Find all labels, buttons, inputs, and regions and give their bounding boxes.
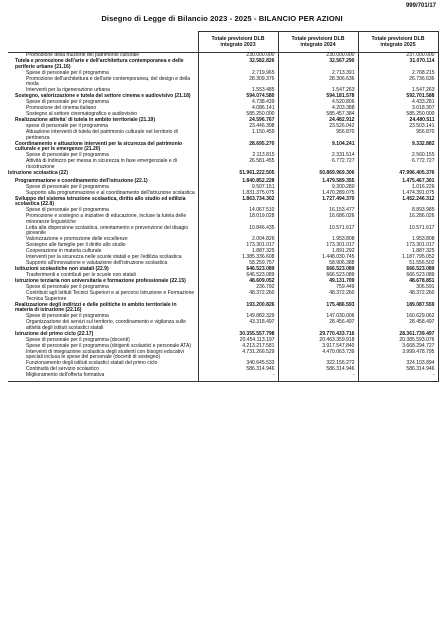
value-2023: 646.523.089	[198, 267, 278, 273]
value-2025: 173.301.017	[358, 243, 438, 249]
value-2025: 586.314.946	[358, 367, 438, 373]
value-2025: 237.000.000	[358, 53, 438, 59]
value-2024: 4.470.063.739	[278, 349, 358, 361]
row-label: Attività di indirizzo per messa in sicurezza in fase emergenziale e di ricostruzione	[8, 159, 198, 171]
value-2023: 1.840.852.228	[198, 178, 278, 184]
action-row	[8, 159, 438, 171]
value-2024: 322.156.272	[278, 361, 358, 367]
row-label: Istituzioni scolastiche non statali (22.9)	[8, 267, 198, 273]
row-label: Promozione dell'architettura e dell'arte contemporanea, del design e della moda	[8, 77, 198, 89]
value-2023: 32.582.826	[198, 59, 278, 71]
value-2023: 1.887.325	[198, 249, 278, 255]
value-2025: 4.433.281	[358, 100, 438, 106]
program-row	[8, 59, 438, 71]
value-2023: 48.609.052	[198, 279, 278, 285]
row-label: Interventi di integrazione scolastica degli studenti con bisogni educativi speciali inclusa le spese del personale (docenti di sostegno)	[8, 349, 198, 361]
value-2023: 2.004.826	[198, 237, 278, 243]
page-title: Disegno di Legge di Bilancio 2023 - 2025 - BILANCIO PER AZIONI	[101, 14, 343, 23]
value-2024: 1.448.030.745	[278, 255, 358, 261]
row-label: Spese di personale per il programma	[8, 314, 198, 320]
value-2025: 1.953.808	[358, 237, 438, 243]
value-2023: 14.067.510	[198, 208, 278, 214]
value-2025: 10.571.617	[358, 225, 438, 237]
value-2024: 10.571.617	[278, 225, 358, 237]
value-2023: 230.000.000	[198, 53, 278, 59]
value-2023: 149.882.329	[198, 314, 278, 320]
row-label: Supporto all'innovazione e valutazione dell'istruzione scolastica	[8, 261, 198, 267]
value-2023: 26.581.455	[198, 159, 278, 171]
value-2024: 58.906.388	[278, 261, 358, 267]
value-2023: 1.831.375.075	[198, 190, 278, 196]
value-2025: 20.385.593.076	[358, 337, 438, 343]
value-2025: 28.361.739.497	[358, 331, 438, 337]
row-label: Promozione e sostegno a iniziative di educazione, incluse la tutela delle minoranze linguistiche	[8, 214, 198, 226]
row-label: Realizzazione attivita' di tutela in ambito territoriale (21.19)	[8, 118, 198, 124]
value-2024: 2.331.514	[278, 153, 358, 159]
row-label: Supporto alla programmazione e al coordinamento dell'istruzione scolastica	[8, 190, 198, 196]
value-2023: 594.074.580	[198, 94, 278, 100]
row-label: Istruzione del primo ciclo (22.17)	[8, 331, 198, 337]
value-2023: 1.863.734.302	[198, 196, 278, 208]
value-2024: 28.306.636	[278, 77, 358, 89]
value-2025: 3.018.307	[358, 106, 438, 112]
value-2024: 1.727.494.370	[278, 196, 358, 208]
value-2025: 23.503.141	[358, 124, 438, 130]
row-label: Attuazione interventi di tutela del patrimonio culturale nel territorio di pertinenza	[8, 130, 198, 142]
value-2024: 585.457.384	[278, 112, 358, 118]
action-row	[8, 291, 438, 303]
value-2023: 1.150.459	[198, 130, 278, 142]
value-2025: 6.772.727	[358, 159, 438, 171]
value-2024: 6.772.727	[278, 159, 358, 171]
value-2025: 1.475.467.301	[358, 178, 438, 184]
value-2024: -	[278, 373, 358, 379]
action-row	[8, 320, 438, 332]
value-2024: 49.131.709	[278, 279, 358, 285]
value-2025: 3.668.294.727	[358, 343, 438, 349]
value-2023: 340.645.533	[198, 361, 278, 367]
end-cell	[198, 379, 278, 382]
value-2025: 24.480.511	[358, 118, 438, 124]
value-2024: 2.713.391	[278, 71, 358, 77]
action-row	[8, 214, 438, 226]
row-label: Promozione del cinema italiano	[8, 106, 198, 112]
value-2024: 16.153.477	[278, 208, 358, 214]
value-2023: 10.846.435	[198, 225, 278, 237]
header-label-column	[8, 32, 198, 53]
row-label: Trasferimenti e contributi per le scuole non statali	[8, 273, 198, 279]
value-2024: 1.470.289.075	[278, 190, 358, 196]
value-2024: 16.686.026	[278, 214, 358, 226]
value-2023: 9.507.151	[198, 184, 278, 190]
row-label: Contributi agli Istituti Tecnici Superiori e ai percorsi Istruzione e Formazione Tecnica Superiore	[8, 291, 198, 303]
value-2023: 58.259.757	[198, 261, 278, 267]
row-label: Realizzazione degli indirizzi e delle politiche in ambito territoriale in materia di istruzione (22.16)	[8, 302, 198, 314]
row-label: Sostegno alle famiglie per il diritto allo studio	[8, 243, 198, 249]
value-2025: 306.591	[358, 285, 438, 291]
value-2024: 1.479.589.355	[278, 178, 358, 184]
value-2023: 48.372.260	[198, 291, 278, 303]
value-2024: 3.917.547.840	[278, 343, 358, 349]
row-label: Funzionamento degli istituti scolastici statali del primo ciclo	[8, 361, 198, 367]
value-2025: 189.087.559	[358, 302, 438, 314]
row-label: Coordinamento e attuazione interventi per la sicurezza del patrimonio culturale e per le emergenze (21.20)	[8, 141, 198, 153]
value-2025: 2.560.155	[358, 153, 438, 159]
value-2023: 646.523.089	[198, 273, 278, 279]
value-2025: 666.523.089	[358, 273, 438, 279]
value-2025: 9.332.882	[358, 141, 438, 153]
value-2025: 1.474.391.075	[358, 190, 438, 196]
value-2023: 585.250.000	[198, 112, 278, 118]
row-label: Spese di personale per il programma	[8, 285, 198, 291]
value-2025: 1.187.795.052	[358, 255, 438, 261]
row-label: Valorizzazione e promozione delle eccellenze	[8, 237, 198, 243]
value-2024: 666.523.089	[278, 273, 358, 279]
value-2023: 28.695.270	[198, 141, 278, 153]
row-label: Spese di personale per il programma	[8, 153, 198, 159]
value-2023: 4.213.217.581	[198, 343, 278, 349]
row-label: Interventi per la sicurezza nelle scuole statali e per l'edilizia scolastica	[8, 255, 198, 261]
value-2025: 1.887.325	[358, 249, 438, 255]
row-label: Spese di personale per il programma	[8, 208, 198, 214]
value-2024: 956.870	[278, 130, 358, 142]
row-label: Sostegno al settore cinematografico e audiovisivo	[8, 112, 198, 118]
value-2024: 4.203.388	[278, 106, 358, 112]
table-header-row	[8, 32, 438, 53]
value-2024: 50.869.969.306	[278, 171, 358, 177]
value-2025: 1.452.246.312	[358, 196, 438, 208]
value-2024: 48.372.260	[278, 291, 358, 303]
value-2024: 594.181.578	[278, 94, 358, 100]
value-2025: 324.103.894	[358, 361, 438, 367]
value-2025: 31.070.114	[358, 59, 438, 71]
value-2024: 1.547.263	[278, 88, 358, 94]
value-2023: 30.355.557.798	[198, 331, 278, 337]
value-2023: 43.318.497	[198, 320, 278, 332]
value-2024: 4.520.806	[278, 100, 358, 106]
value-2023: 193.200.826	[198, 302, 278, 314]
value-2024: 9.104.241	[278, 141, 358, 153]
value-2023: 4.086.141	[198, 106, 278, 112]
row-label: Spese di personale per il programma	[8, 100, 198, 106]
value-2025: 3.999.478.795	[358, 349, 438, 361]
row-label: Istruzione scolastica (22)	[8, 171, 198, 177]
value-2025: 16.286.026	[358, 214, 438, 226]
budget-table	[8, 31, 439, 382]
value-2023: -	[198, 373, 278, 379]
value-2024: 173.301.017	[278, 243, 358, 249]
value-2024: 759.449	[278, 285, 358, 291]
value-2024: 20.463.359.918	[278, 337, 358, 343]
row-label: Spese di personale per il programma	[8, 71, 198, 77]
header-2025: Totale previsioni DLB integrato 2025	[358, 32, 438, 53]
end-cell	[358, 379, 438, 382]
value-2024: 147.030.006	[278, 314, 358, 320]
header-2024: Totale previsioni DLB integrato 2024	[278, 32, 358, 53]
value-2025: 48.678.851	[358, 279, 438, 285]
value-2024: 9.300.280	[278, 184, 358, 190]
table-body	[8, 53, 438, 382]
value-2023: 4.738.439	[198, 100, 278, 106]
value-2023: 586.314.946	[198, 367, 278, 373]
value-2025: 592.701.588	[358, 94, 438, 100]
row-label: Tutela e promozione dell'arte e dell'architettura contemporanea e delle periferie urbane (21.16)	[8, 59, 198, 71]
end-cell	[278, 379, 358, 382]
value-2024: 29.770.433.716	[278, 331, 358, 337]
value-2024: 1.891.292	[278, 249, 358, 255]
value-2025: 1.547.263	[358, 88, 438, 94]
value-2024: 175.486.593	[278, 302, 358, 314]
value-2024: 666.523.089	[278, 267, 358, 273]
value-2023: 23.446.308	[198, 124, 278, 130]
row-label: Programmazione e coordinamento dell'istruzione (22.1)	[8, 178, 198, 184]
value-2025: 666.523.089	[358, 267, 438, 273]
header-2023: Totale previsioni DLB integrato 2023	[198, 32, 278, 53]
value-2023: 1.553.485	[198, 88, 278, 94]
value-2024: 586.314.946	[278, 367, 358, 373]
value-2025: 51.556.502	[358, 261, 438, 267]
value-2024: 23.526.042	[278, 124, 358, 130]
row-label: Promozione della fruizione del patrimonio culturale	[8, 53, 198, 59]
value-2025: 1.016.226	[358, 184, 438, 190]
value-2023: 20.454.113.197	[198, 337, 278, 343]
value-2023: 1.385.336.608	[198, 255, 278, 261]
end-cell	[8, 379, 198, 382]
value-2025: 47.996.405.376	[358, 171, 438, 177]
table-end-row	[8, 379, 438, 382]
row-label: spese di personale per il programma	[8, 124, 198, 130]
value-2024: 28.456.497	[278, 320, 358, 332]
value-2023: 24.596.767	[198, 118, 278, 124]
value-2025: 160.629.062	[358, 314, 438, 320]
value-2023: 2.719.965	[198, 71, 278, 77]
value-2025: 585.250.000	[358, 112, 438, 118]
value-2024: 24.482.912	[278, 118, 358, 124]
value-2023: 51.961.222.505	[198, 171, 278, 177]
document-reference: 999/701/17	[405, 3, 436, 9]
action-row	[8, 130, 438, 142]
value-2023: 28.309.376	[198, 77, 278, 89]
row-label: Spese di personale per il programma (dirigenti scolastici e personale ATA)	[8, 343, 198, 349]
row-label: Cooperazione in materia culturale	[8, 249, 198, 255]
value-2024: 1.953.808	[278, 237, 358, 243]
row-label: Spese di personale per il programma (docenti)	[8, 337, 198, 343]
value-2024: 32.567.290	[278, 59, 358, 71]
value-2025: 2.768.215	[358, 71, 438, 77]
value-2023: 2.113.815	[198, 153, 278, 159]
value-2025: -	[358, 373, 438, 379]
row-label: Istruzione terziaria non universitaria e formazione professionale (22.15)	[8, 279, 198, 285]
value-2023: 4.731.266.529	[198, 349, 278, 361]
row-label: Continuità del servizio scolastico	[8, 367, 198, 373]
row-label: Lotta alla dispersione scolastica, orientamento e prevenzione del disagio giovanile	[8, 225, 198, 237]
row-label: Sviluppo del sistema istruzione scolastica, diritto allo studio ed edilizia scolastica (22.8)	[8, 196, 198, 208]
value-2025: 956.870	[358, 130, 438, 142]
row-label: Miglioramento dell'offerta formativa	[8, 373, 198, 379]
value-2025: 26.736.636	[358, 77, 438, 89]
value-2023: 18.019.028	[198, 214, 278, 226]
value-2025: 48.372.260	[358, 291, 438, 303]
value-2023: 236.792	[198, 285, 278, 291]
value-2023: 173.301.017	[198, 243, 278, 249]
value-2025: 8.893.985	[358, 208, 438, 214]
row-label: Interventi per la rigenerazione urbana	[8, 88, 198, 94]
value-2025: 28.458.497	[358, 320, 438, 332]
row-label: Sostegno, valorizzazione e tutela del settore cinema e audiovisivo (21.18)	[8, 94, 198, 100]
value-2024: 230.000.000	[278, 53, 358, 59]
row-label: Spese di personale per il programma	[8, 184, 198, 190]
row-label: Organizzazione dei servizi sul territorio, coordinamento e vigilanza sulle attività degli istituti scolastici statali	[8, 320, 198, 332]
